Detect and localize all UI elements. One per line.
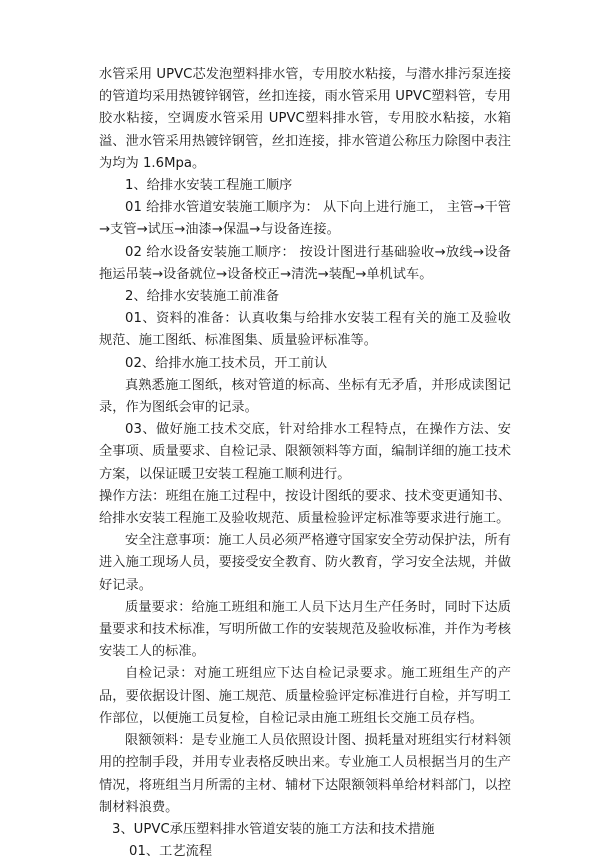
paragraph-drawing-review: 真熟悉施工图纸，核对管道的标高、坐标有无矛盾，并形成读图记录，作为图纸会审的记录。 bbox=[99, 377, 511, 416]
paragraph-document-prep: 01、资料的准备：认真收集与给排水安装工程有关的施工及验收规范、施工图纸、标准图集、质量验评标准等。 bbox=[99, 311, 511, 349]
paragraph-quality: 质量要求：给施工班组和施工人员下达月生产任务时，同时下达质量要求和技术标准，写明所做工作的安装规范及验收标准，并作为考核安装工人的标准。 bbox=[99, 599, 511, 660]
section-heading-2: 2、给排水安装施工前准备 bbox=[125, 289, 280, 305]
paragraph-safety: 安全注意事项：施工人员必须严格遵守国家安全劳动保护法，所有进入施工现场人员，要接受安全教育、防火教育，学习安全法规，并做好记录。 bbox=[99, 533, 511, 593]
section-heading-1: 1、给排水安装工程施工顺序 bbox=[125, 178, 293, 194]
paragraph-self-check: 自检记录：对施工班组应下达自检记录要求。施工班组生产的产品，要依据设计图、施工规范、质量检验评定标准进行自检，并写明工作部位，以便施工员复检，自检记录由施工班组长交施工员存档。 bbox=[99, 666, 511, 726]
document-body bbox=[99, 64, 511, 863]
paragraph-process-flow: 01、工艺流程 bbox=[129, 844, 213, 860]
paragraph-pipe-materials: 水管采用 UPVC芯发泡塑料排水管，专用胶水粘接，与潜水排污泵连接的管道均采用热镀锌钢管，丝扣连接，雨水管采用 UPVC塑料管，专用胶水粘接，空调废水管采用 UPVC塑料排水管，专用胶水粘接，水箱溢、泄水管采用热镀锌钢管，丝扣连接，排水管道公称压力除图中表注为均为 1.6Mpa。 bbox=[99, 67, 511, 171]
paragraph-material-quota: 限额领料：是专业施工人员依照设计图、损耗量对班组实行材料领用的控制手段，并用专业表格反映出来。专业施工人员根据当月的生产情况，将班组当月所需的主材、辅材下达限额领料单给材料部门，以控制材料浪费。 bbox=[99, 733, 511, 815]
paragraph-equipment-install-order: 02 给水设备安装施工顺序： 按设计图进行基础验收→放线→设备拖运吊装→设备就位→设备校正→清洗→装配→单机试车。 bbox=[99, 244, 511, 282]
paragraph-pipe-install-order: 01 给排水管道安装施工顺序为： 从下向上进行施工， 主管→干管→支管→试压→油漆→保温→与设备连接。 bbox=[99, 200, 511, 238]
section-heading-3: 3、UPVC承压塑料排水管道安装的施工方法和技术措施 bbox=[112, 821, 435, 837]
paragraph-technician-line: 02、给排水施工技术员，开工前认 bbox=[125, 355, 328, 371]
paragraph-tech-briefing: 03、做好施工技术交底，针对给排水工程特点，在操作方法、安全事项、质量要求、自检记录、限额领料等方面，编制详细的施工技术方案，以保证暖卫安装工程施工顺利进行。 bbox=[99, 422, 511, 482]
paragraph-operation-method: 操作方法：班组在施工过程中，按设计图纸的要求、技术变更通知书、给排水安装工程施工及验收规范、质量检验评定标准等要求进行施工。 bbox=[99, 488, 511, 527]
